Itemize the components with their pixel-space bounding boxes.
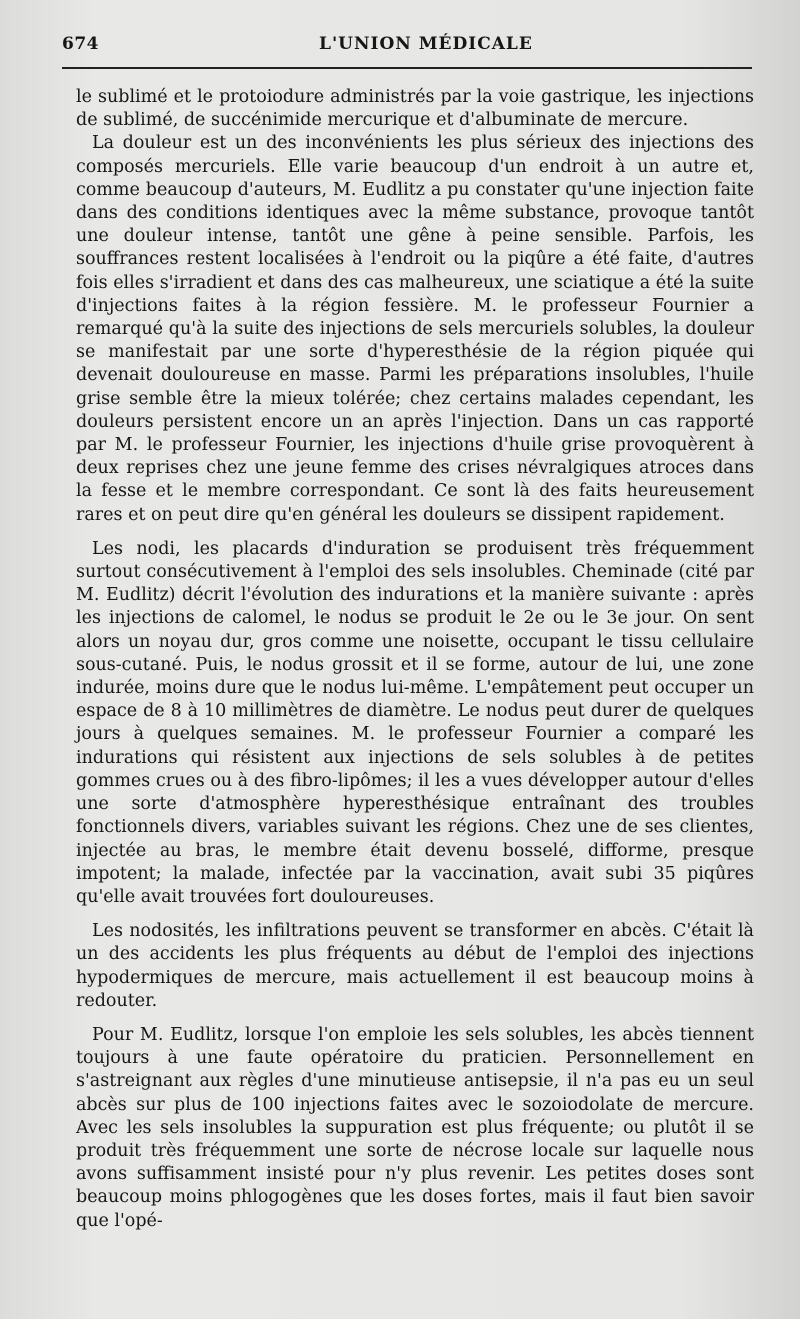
header-rule — [62, 67, 752, 69]
paragraph-continuation: le sublimé et le protoiodure administrés par la voie gastrique, les injections de sublimé, de succénimide mercurique et d'albuminate de mercure. — [76, 87, 754, 131]
running-title: L'UNION MÉDICALE — [319, 34, 533, 54]
page-header — [62, 30, 752, 60]
paragraph-abces: Pour M. Eudlitz, lorsque l'on emploie les sels solubles, les abcès tiennent toujours à une faute opératoire du praticien. Personnellement en s'astreignant aux règles d'une minutieuse antisepsie, il n'a pas eu un seul abcès sur plus de 100 injections faites avec le sozoiodolate de mercure. Avec les sels insolubles la suppuration est plus fréquente; ou plutôt il se produit très fréquemment une sorte de nécrose locale sur laquelle nous avons suffisamment insisté pour n'y plus revenir. Les petites doses sont beaucoup moins phlogogènes que les doses fortes, mais il faut bien savoir que l'opé- — [76, 1024, 754, 1231]
page-number: 674 — [62, 34, 99, 54]
paragraph-nodi: Les nodi, les placards d'induration se produisent très fréquemment surtout consécutivement à l'emploi des sels insolubles. Cheminade (cité par M. Eudlitz) décrit l'évolution des indurations et la manière suivante : après les injections de calomel, le nodus se produit le 2e ou le 3e jour. On sent alors un noyau dur, gros comme une noisette, occupant le tissu cellulaire sous-cutané. Puis, le nodus grossit et il se forme, autour de lui, une zone indurée, moins dure que le nodus lui-même. L'empâtement peut occuper un espace de 8 à 10 millimètres de diamètre. Le nodus peut durer de quelques jours à quelques semaines. M. le professeur Fournier a comparé les indurations qui résistent aux injections de sels solubles à de petites gommes crues ou à des fibro-lipômes; il les a vues développer autour d'elles une sorte d'atmosphère hyperesthésique entraînant des troubles fonctionnels divers, variables suivant les régions. Chez une de ses clientes, injectée au bras, le membre était devenu bosselé, difforme, presque impotent; la malade, infectée par la vaccination, avait subi 35 piqûres qu'elle avait trouvées fort douloureuses. — [76, 538, 754, 907]
body-text — [76, 86, 754, 1233]
paragraph-nodosites: Les nodosités, les infiltrations peuvent se transformer en abcès. C'était là un des accidents les plus fréquents au début de l'emploi des injections hypodermiques de mercure, mais actuellement il est beaucoup moins à redouter. — [76, 921, 754, 1011]
paragraph-douleur: La douleur est un des inconvénients les plus sérieux des injections des composés mercuriels. Elle varie beaucoup d'un endroit à un autre et, comme beaucoup d'auteurs, M. Eudlitz a pu constater qu'une injection faite dans des conditions identiques avec la même substance, provoque tantôt une douleur intense, tantôt une gêne à peine sensible. Parfois, les souffrances restent localisées à l'endroit ou la piqûre a été faite, d'autres fois elles s'irradient et dans des cas malheureux, une sciatique a été la suite d'injections faites à la région fessière. M. le professeur Fournier a remarqué qu'à la suite des injections de sels mercuriels solubles, la douleur se manifestait par une sorte d'hyperesthésie de la région piquée qui devenait douloureuse en masse. Parmi les préparations insolubles, l'huile grise semble être la mieux tolérée; chez certains malades cependant, les douleurs persistent encore un an après l'injection. Dans un cas rapporté par M. le professeur Fournier, les injections d'huile grise provoquèrent à deux reprises chez une jeune femme des crises névralgiques atroces dans la fesse et le membre correspondant. Ce sont là des faits heureusement rares et on peut dire qu'en général les douleurs se dissipent rapidement. — [76, 133, 754, 525]
